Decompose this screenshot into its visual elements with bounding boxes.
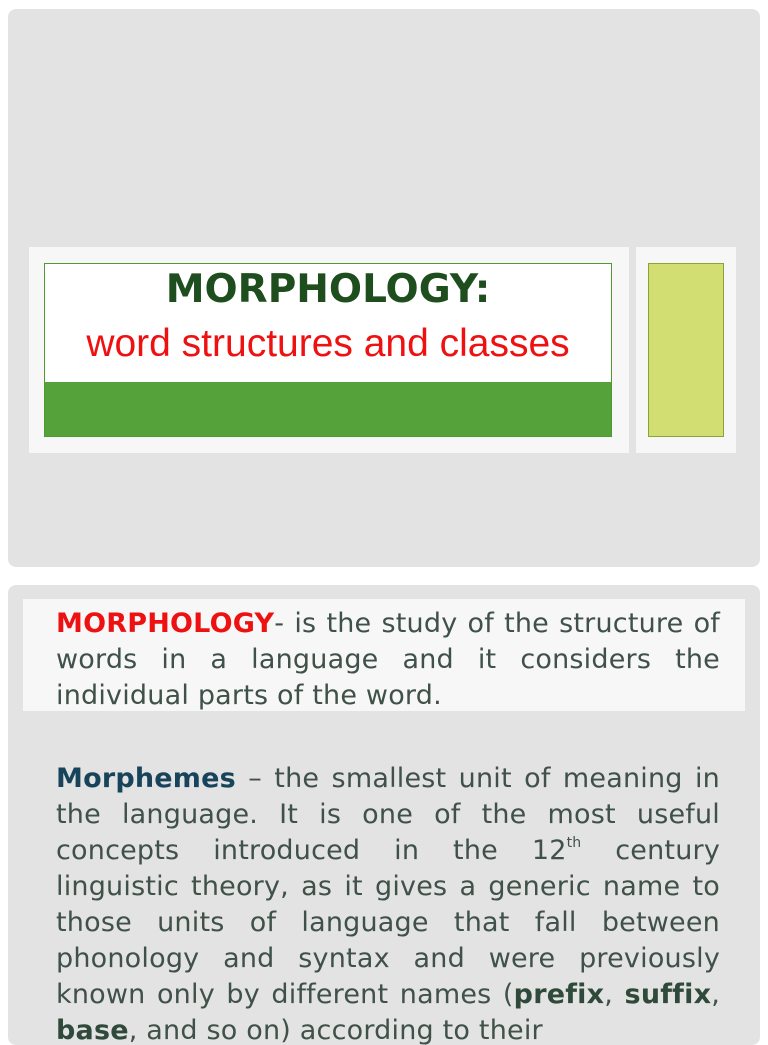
morphemes-text-2: century linguistic theory, as it gives a generic name to those units of language that fall between phonology and syntax and were previously known only by different names (	[56, 835, 721, 1010]
title-text-area	[45, 264, 611, 383]
green-bar	[45, 382, 611, 436]
definition-text: is the study of the structure of words in a language and it considers the individual parts of the word.	[56, 608, 720, 711]
accent-band	[636, 247, 736, 453]
suffix-term: suffix	[624, 979, 712, 1010]
comma-1: ,	[604, 979, 625, 1010]
comma-2: ,	[711, 979, 720, 1010]
definition-term: MORPHOLOGY	[56, 608, 275, 639]
title-band	[29, 247, 629, 453]
slide-subtitle: word structures and classes	[86, 322, 570, 365]
definition-dash: -	[274, 608, 285, 639]
title-slide	[8, 9, 760, 567]
morphemes-text-1: – the smallest unit of meaning in the language. It is one of the most useful concepts introduced in the 12	[56, 763, 720, 866]
morphemes-paragraph	[56, 761, 720, 1045]
slide-title: MORPHOLOGY:	[165, 267, 491, 312]
accent-box	[648, 263, 724, 437]
morphemes-term: Morphemes	[56, 763, 236, 794]
definition-paragraph	[56, 606, 720, 714]
prefix-term: prefix	[513, 979, 605, 1010]
content-slide	[8, 585, 760, 1045]
morphemes-text-3: , and so on) according to their	[128, 1015, 543, 1045]
morphemes-superscript: th	[566, 835, 582, 851]
base-term: base	[56, 1015, 129, 1045]
title-box	[44, 263, 612, 437]
